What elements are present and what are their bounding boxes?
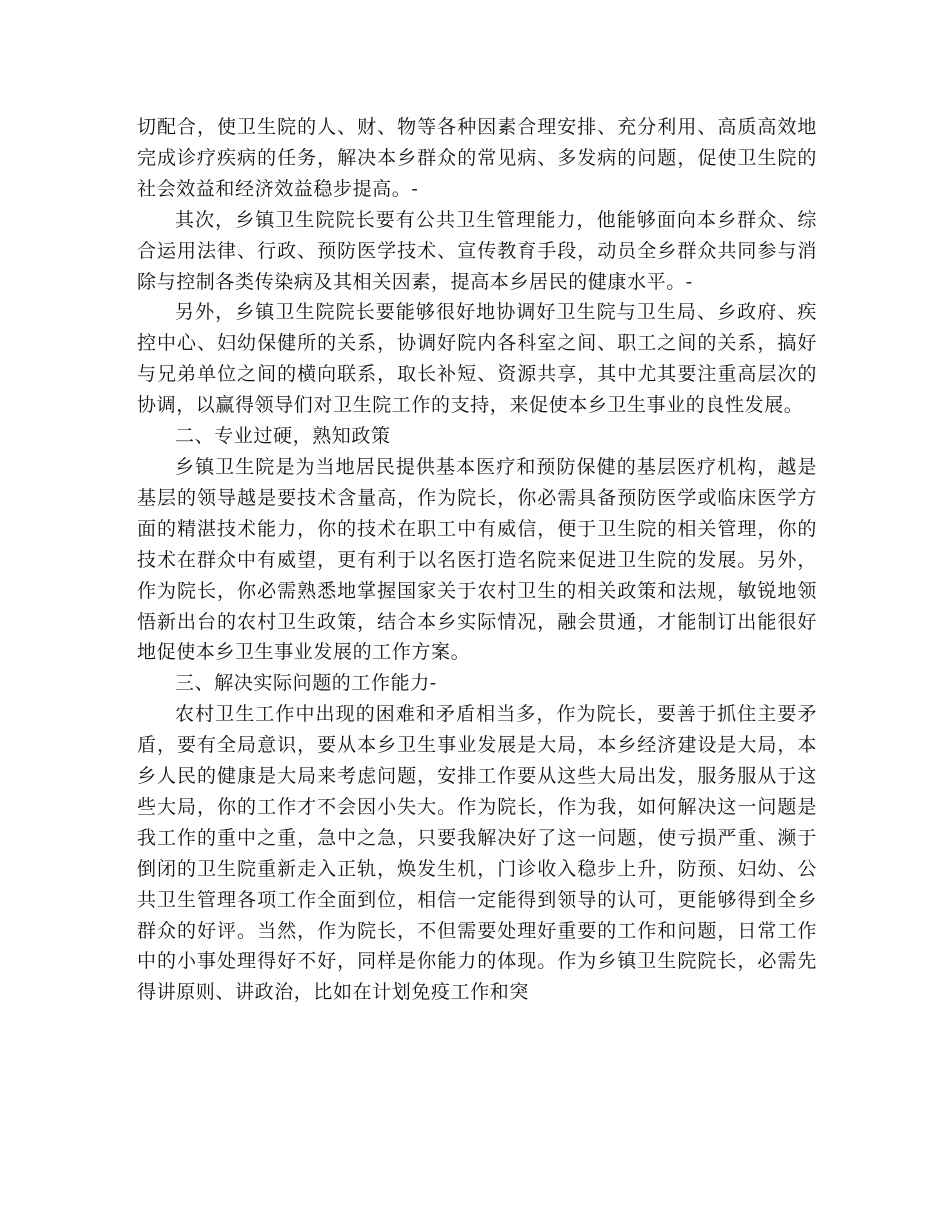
- section-heading-3: 三、解决实际问题的工作能力-: [175, 672, 437, 695]
- section-heading-2: 二、专业过硬，熟知政策: [175, 425, 391, 448]
- document-body: [137, 112, 817, 1008]
- paragraph-public-health: 其次，乡镇卫生院院长要有公共卫生管理能力，他能够面向本乡群众、综合运用法律、行政、预防医学技术、宣传教育手段，动员全乡群众共同参与消除与控制各类传染病及其相关因素，提高本乡居民的健康水平。-: [137, 208, 817, 293]
- paragraph-continuation: 切配合，使卫生院的人、财、物等各种因素合理安排、充分利用、高质高效地完成诊疗疾病的任务，解决本乡群众的常见病、多发病的问题，促使卫生院的社会效益和经济效益稳步提高。-: [137, 116, 817, 200]
- paragraph-professional: 乡镇卫生院是为当地居民提供基本医疗和预防保健的基层医疗机构，越是基层的领导越是要技术含量高，作为院长，你必需具备预防医学或临床医学方面的精湛技术能力，你的技术在职工中有威信，便于卫生院的相关管理，你的技术在群众中有威望，更有利于以名医打造名院来促进卫生院的发展。另外，作为院长，你必需熟悉地掌握国家关于农村卫生的相关政策和法规，敏锐地领悟新出台的农村卫生政策，结合本乡实际情况，融会贯通，才能制订出能很好地促使本乡卫生事业发展的工作方案。: [137, 455, 817, 664]
- paragraph-coordination: 另外，乡镇卫生院院长要能够很好地协调好卫生院与卫生局、乡政府、疾控中心、妇幼保健所的关系，协调好院内各科室之间、职工之间的关系，搞好与兄弟单位之间的横向联系，取长补短、资源共享，其中尤其要注重高层次的协调，以赢得领导们对卫生院工作的支持，来促使本乡卫生事业的良性发展。: [137, 301, 817, 417]
- paragraph-problem-solving: 农村卫生工作中出现的困难和矛盾相当多，作为院长，要善于抓住主要矛盾，要有全局意识，要从本乡卫生事业发展是大局，本乡经济建设是大局，本乡人民的健康是大局来考虑问题，安排工作要从这些大局出发，服务服从于这些大局，你的工作才不会因小失大。作为院长，作为我，如何解决这一问题是我工作的重中之重，急中之急，只要我解决好了这一问题，使亏损严重、濒于倒闭的卫生院重新走入正轨，焕发生机，门诊收入稳步上升，防预、妇幼、公共卫生管理各项工作全面到位，相信一定能得到领导的认可，更能够得到全乡群众的好评。当然，作为院长，不但需要处理好重要的工作和问题，日常工作中的小事处理得好不好，同样是你能力的体现。作为乡镇卫生院院长，必需先得讲原则、讲政治，比如在计划免疫工作和突: [137, 703, 817, 1004]
